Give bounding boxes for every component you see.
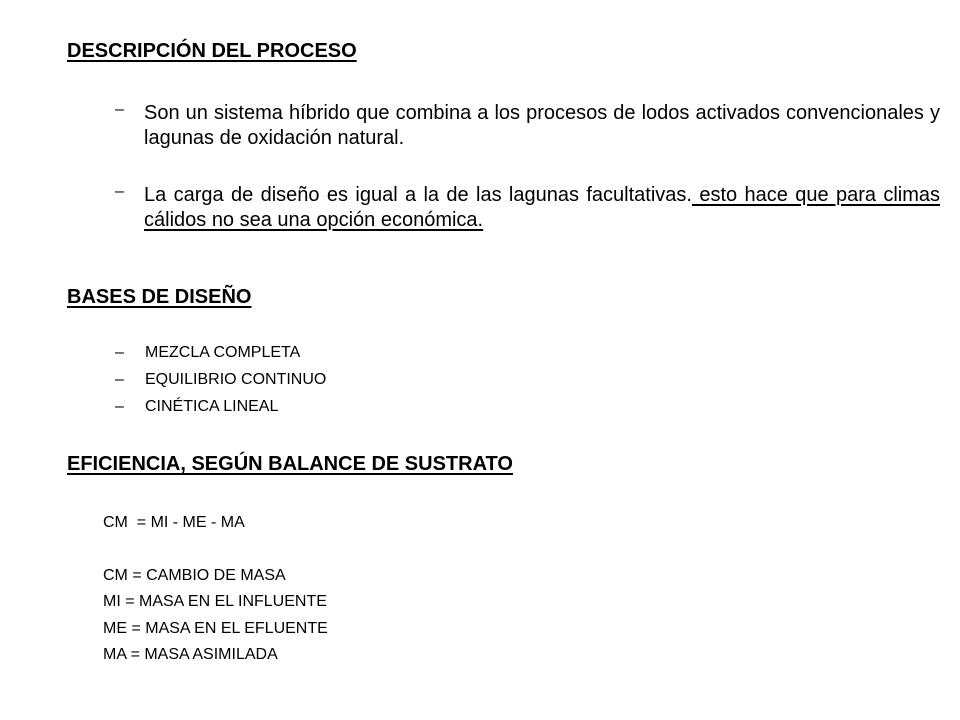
design-base-item	[115, 397, 278, 417]
process-bullet-1-text: Son un sistema híbrido que combina a los procesos de lodos activados convencionales y lagunas de oxidación natural.	[144, 102, 940, 149]
design-base-item-text: CINÉTICA LINEAL	[145, 398, 279, 415]
design-base-item-text: MEZCLA COMPLETA	[145, 344, 301, 361]
bullet-dash: –	[115, 398, 124, 415]
bullet-dash: –	[115, 371, 124, 388]
process-bullet-2-plain: La carga de diseño es igual a la de las lagunas facultativas.	[144, 184, 692, 206]
design-base-item	[115, 343, 300, 363]
process-bullet-2-underlined: esto hace que para climas cálidos no sea una opción económica.	[144, 184, 941, 231]
process-bullet-1	[115, 101, 940, 151]
design-base-item-text: EQUILIBRIO CONTINUO	[145, 371, 327, 388]
bullet-dash: –	[115, 183, 124, 200]
mass-balance-equation: CM = MI - ME - MA	[103, 514, 245, 531]
bullet-dash: –	[115, 101, 124, 118]
process-bullet-2	[115, 183, 940, 233]
heading-eficiencia-balance-sustrato: EFICIENCIA, SEGÚN BALANCE DE SUSTRATO	[67, 453, 513, 475]
design-base-item	[115, 370, 326, 390]
definition-line: CM = CAMBIO DE MASA	[103, 567, 286, 584]
definition-line: ME = MASA EN EL EFLUENTE	[103, 620, 328, 637]
definition-line: MA = MASA ASIMILADA	[103, 646, 278, 663]
heading-descripcion-del-proceso: DESCRIPCIÓN DEL PROCESO	[67, 40, 357, 62]
heading-bases-de-diseno: BASES DE DISEÑO	[67, 286, 252, 308]
definition-line: MI = MASA EN EL INFLUENTE	[103, 593, 327, 610]
bullet-dash: –	[115, 344, 124, 361]
process-bullet-2-text	[144, 183, 940, 233]
